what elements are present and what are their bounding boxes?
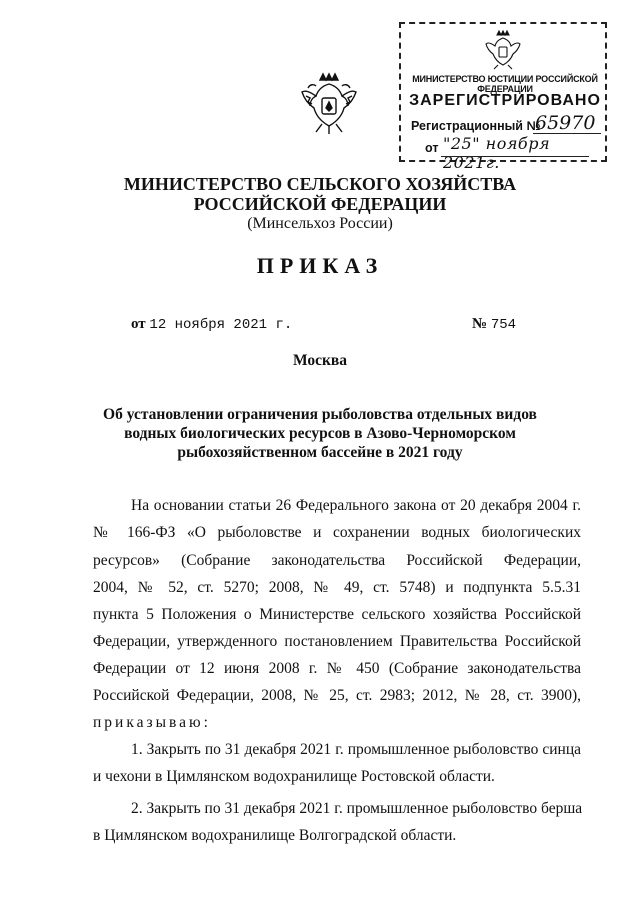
ministry-name-line-1: МИНИСТЕРСТВО СЕЛЬСКОГО ХОЗЯЙСТВА: [123, 174, 517, 194]
body-line: Федерации, утвержденного постановлением Правительства Российской: [93, 633, 581, 650]
body-item-1-line: 1. Закрыть по 31 декабря 2021 г. промышленное рыболовство синца: [131, 741, 581, 758]
city: Москва: [292, 352, 348, 369]
stamp-registered-label: ЗАРЕГИСТРИРОВАНО: [409, 92, 601, 109]
body-line: 2004, № 52, ст. 5270; 2008, № 49, ст. 5748) и подпункта 5.5.31: [93, 579, 581, 596]
stamp-registration-date: "25" ноября 2021г.: [443, 134, 551, 172]
stamp-coat-of-arms-icon: [484, 28, 522, 70]
ministry-short-name: (Минсельхоз России): [247, 215, 393, 232]
order-number-value: 754: [490, 317, 517, 333]
stamp-registration-number: 65970: [535, 112, 596, 134]
body-line: № 166-ФЗ «О рыболовстве и сохранении водных биологических: [93, 524, 581, 541]
coat-of-arms-emblem: [300, 68, 358, 136]
body-item-1-line: и чехони в Цимлянском водохранилище Ростовской области.: [93, 768, 495, 785]
body-line: На основании статьи 26 Федерального закона от 20 декабря 2004 г.: [131, 497, 581, 514]
order-number-prefix: №: [472, 316, 488, 332]
body-line: Российской Федерации, 2008, № 25, ст. 2983; 2012, № 28, ст. 3900),: [93, 687, 581, 704]
body-line: пункта 5 Положения о Министерстве сельского хозяйства Российской: [93, 606, 581, 623]
order-heading-line: водных биологических ресурсов в Азово-Черноморском: [124, 425, 516, 442]
stamp-date-underline: [441, 156, 589, 157]
order-heading-line: Об установлении ограничения рыболовства отдельных видов: [103, 406, 537, 423]
order-number: [472, 316, 516, 333]
order-date: [131, 316, 292, 333]
body-line: ресурсов» (Собрание законодательства Российской Федерации,: [93, 552, 581, 569]
ministry-name-line-2: РОССИЙСКОЙ ФЕДЕРАЦИИ: [193, 194, 447, 214]
body-line: Федерации от 12 июня 2008 г. № 450 (Собрание законодательства: [93, 660, 581, 677]
stamp-date-label: от: [425, 141, 439, 155]
order-date-prefix: от: [131, 316, 146, 332]
order-heading-line: рыбохозяйственном бассейне в 2021 году: [177, 444, 463, 461]
body-item-2-line: в Цимлянском водохранилище Волгоградской области.: [93, 827, 457, 844]
body-line-resolution: приказываю:: [93, 714, 211, 731]
stamp-ministry-name: МИНИСТЕРСТВО ЮСТИЦИИ РОССИЙСКОЙ ФЕДЕРАЦИИ: [412, 74, 598, 94]
registration-stamp: [399, 22, 607, 172]
order-date-value: 12 ноября 2021 г.: [149, 317, 293, 333]
stamp-registration-number-label: Регистрационный №: [411, 119, 541, 133]
body-item-2-line: 2. Закрыть по 31 декабря 2021 г. промышленное рыболовство берша: [131, 800, 583, 817]
document-title: ПРИКАЗ: [256, 253, 384, 278]
